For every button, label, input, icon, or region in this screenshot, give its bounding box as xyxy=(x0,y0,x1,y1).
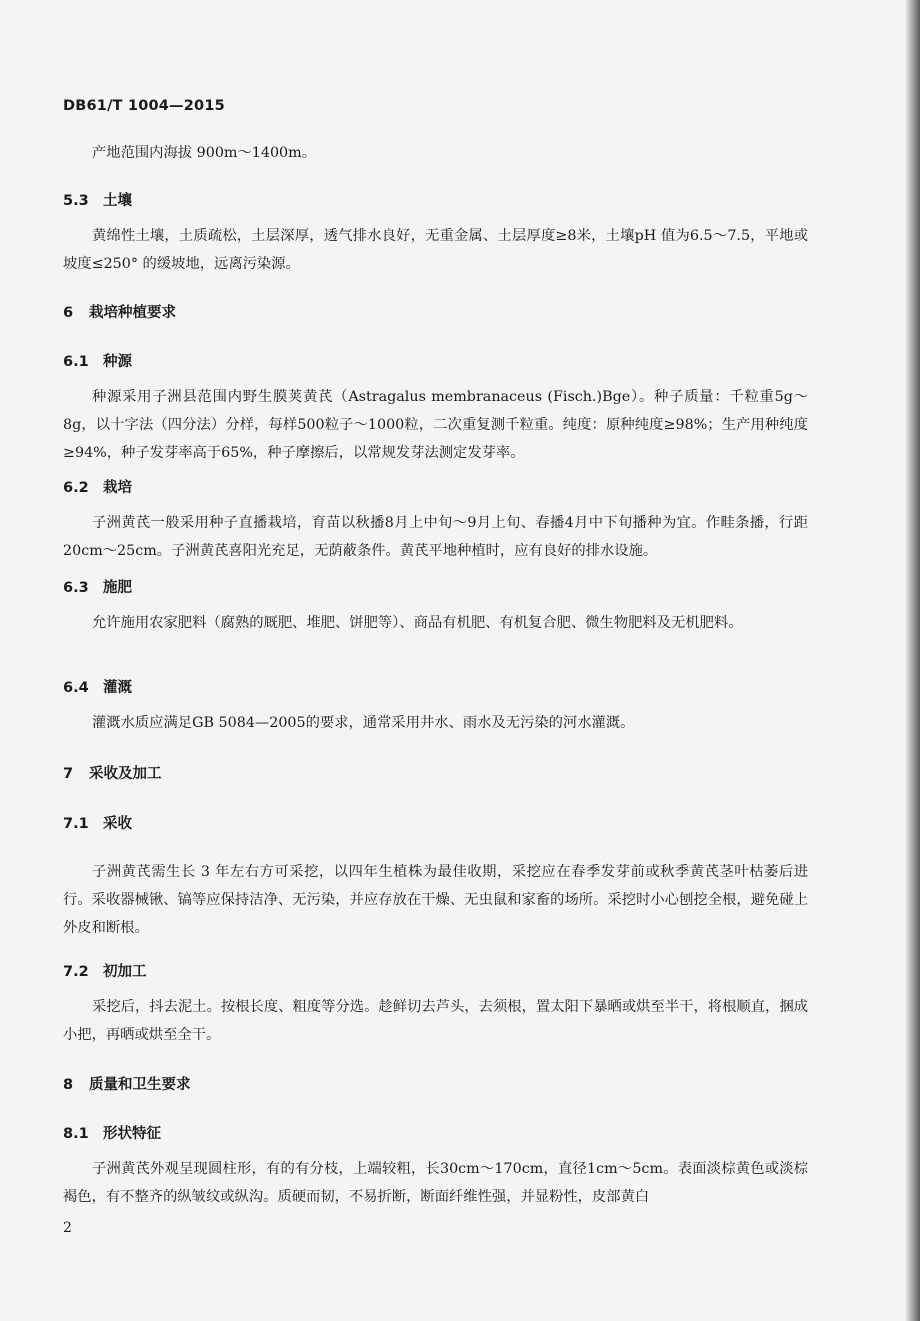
section-title: 采收 xyxy=(103,816,132,832)
section-number: 5.3 xyxy=(63,193,89,209)
section-title: 质量和卫生要求 xyxy=(89,1077,191,1093)
altitude-paragraph: 产地范围内海拔 900m～1400m。 xyxy=(92,145,317,161)
section-6-4-heading xyxy=(63,678,808,698)
section-title: 栽培种植要求 xyxy=(89,305,176,321)
section-number: 8 xyxy=(63,1077,74,1093)
fertilizer-paragraph-block xyxy=(63,609,808,637)
section-6-heading xyxy=(63,303,808,323)
processing-paragraph-block xyxy=(63,993,808,1049)
section-number: 7.1 xyxy=(63,816,89,832)
fertilizer-paragraph: 允许施用农家肥料（腐熟的厩肥、堆肥、饼肥等）、商品有机肥、有机复合肥、微生物肥料及无机肥料。 xyxy=(92,615,743,631)
harvest-paragraph: 子洲黄芪需生长 3 年左右方可采挖，以四年生植株为最佳收期，采挖应在春季发芽前或秋季黄芪茎叶枯萎后进行。采收器械锹、镐等应保持洁净、无污染，并应存放在干燥、无虫鼠和家畜的场所。采挖时小心刨挖全根，避免碰上外皮和断根。 xyxy=(63,864,808,936)
section-7-1-heading xyxy=(63,814,808,834)
section-number: 6.3 xyxy=(63,580,89,596)
section-title: 初加工 xyxy=(103,964,147,980)
section-title: 栽培 xyxy=(103,480,132,496)
section-number: 6.2 xyxy=(63,480,89,496)
altitude-paragraph-block xyxy=(63,139,808,167)
section-title: 形状特征 xyxy=(103,1126,161,1142)
processing-paragraph: 采挖后，抖去泥土。按根长度、粗度等分选。趁鲜切去芦头，去须根，置太阳下暴晒或烘至半干，将根顺直，捆成小把，再晒或烘至全干。 xyxy=(63,999,808,1043)
irrigation-paragraph-block xyxy=(63,709,808,737)
section-7-2-heading xyxy=(63,962,808,982)
section-number: 7.2 xyxy=(63,964,89,980)
section-title: 种源 xyxy=(103,354,132,370)
section-7-heading xyxy=(63,764,808,784)
section-title: 采收及加工 xyxy=(89,766,162,782)
irrigation-paragraph: 灌溉水质应满足GB 5084—2005的要求，通常采用井水、雨水及无污染的河水灌溉。 xyxy=(92,715,635,731)
page-number: 2 xyxy=(63,1220,72,1236)
section-title: 施肥 xyxy=(103,580,132,596)
shape-paragraph-block xyxy=(63,1155,808,1211)
soil-paragraph: 黄绵性土壤，土质疏松，土层深厚，透气排水良好，无重金属、土层厚度≥8米，土壤pH 值为6.5～7.5，平地或坡度≤250° 的缓坡地，远离污染源。 xyxy=(63,228,808,272)
section-5-3-heading xyxy=(63,191,808,211)
section-8-1-heading xyxy=(63,1124,808,1144)
section-6-2-heading xyxy=(63,478,808,498)
section-title: 土壤 xyxy=(103,193,132,209)
page-edge-shadow xyxy=(906,0,920,1321)
cultivation-paragraph-block xyxy=(63,509,808,565)
soil-paragraph-block xyxy=(63,222,808,278)
section-number: 6.1 xyxy=(63,354,89,370)
section-6-1-heading xyxy=(63,352,808,372)
seed-paragraph: 种源采用子洲县范围内野生膜荚黄芪（Astragalus membranaceus (Fisch.)Bge）。种子质量：千粒重5g～8g，以十字法（四分法）分样，每样500粒子～1000粒，二次重复测千粒重。纯度：原种纯度≥98%；生产用种纯度≥94%，种子发芽率高于65%，种子摩擦后，以常规发芽法测定发芽率。 xyxy=(63,389,808,461)
section-number: 6.4 xyxy=(63,680,89,696)
section-title: 灌溉 xyxy=(103,680,132,696)
standard-code-header: DB61/T 1004—2015 xyxy=(63,98,225,114)
cultivation-paragraph: 子洲黄芪一般采用种子直播栽培，育苗以秋播8月上中旬～9月上旬、春播4月中下旬播种为宜。作畦条播，行距20cm～25cm。子洲黄芪喜阳光充足，无荫蔽条件。黄芪平地种植时，应有良好的排水设施。 xyxy=(63,515,808,559)
harvest-paragraph-block xyxy=(63,858,808,942)
section-number: 6 xyxy=(63,305,74,321)
section-8-heading xyxy=(63,1075,808,1095)
section-number: 7 xyxy=(63,766,74,782)
seed-paragraph-block xyxy=(63,383,808,467)
shape-paragraph: 子洲黄芪外观呈现圆柱形，有的有分枝，上端较粗，长30cm～170cm，直径1cm～5cm。表面淡棕黄色或淡棕褐色，有不整齐的纵皱纹或纵沟。质硬而韧，不易折断，断面纤维性强，并显粉性，皮部黄白 xyxy=(63,1161,808,1205)
section-number: 8.1 xyxy=(63,1126,89,1142)
section-6-3-heading xyxy=(63,578,808,598)
